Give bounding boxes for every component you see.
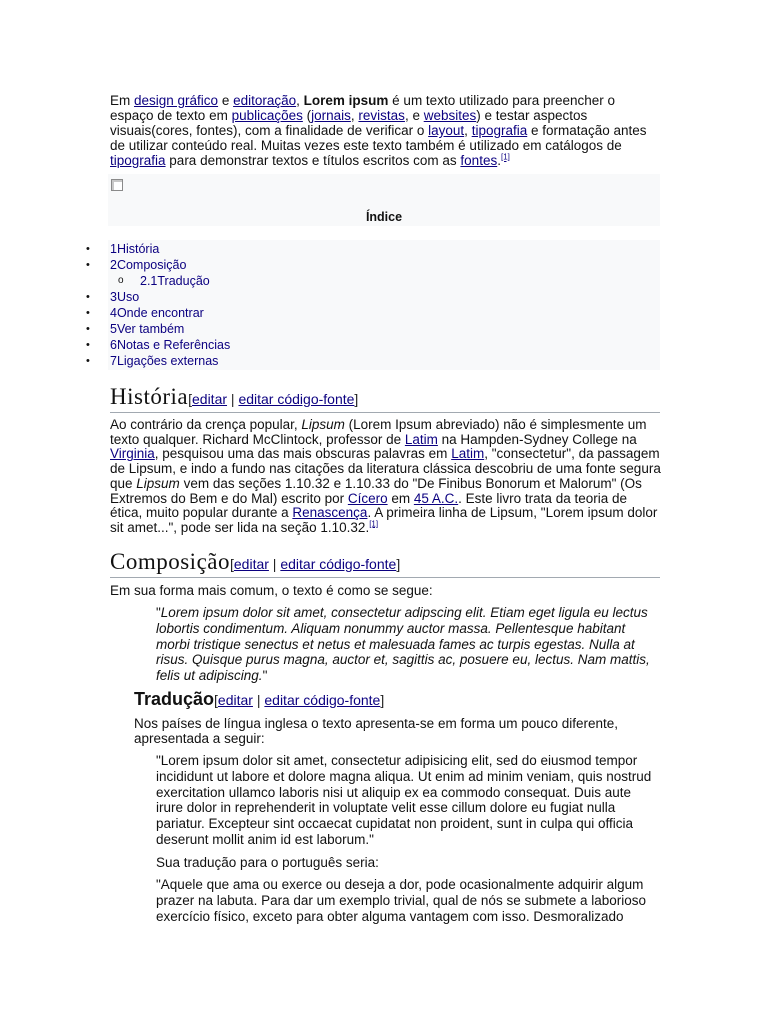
- bullet-icon: •: [86, 323, 90, 335]
- edit-section-links: [188, 391, 358, 407]
- section-heading-traducao: [134, 689, 384, 710]
- quote-mark: ": [262, 668, 268, 684]
- link-fontes[interactable]: fontes: [460, 153, 498, 168]
- heading-text: Tradução: [134, 689, 215, 709]
- edit-bracket: [: [214, 692, 218, 708]
- edit-link[interactable]: editar: [217, 692, 253, 708]
- edit-link[interactable]: editar: [192, 391, 228, 407]
- link-tipografia[interactable]: tipografia: [471, 123, 528, 138]
- toc-number: 2.1: [140, 274, 158, 288]
- link-revistas[interactable]: revistas: [358, 108, 405, 123]
- toc-item[interactable]: [0, 337, 660, 353]
- quote-text: Lorem ipsum dolor sit amet, consectetur adipscing elit. Etiam eget ligula eu lectus lobortis condimentum. Aliquam nonummy auctor massa. Pellentesque habitant morbi tristique senectus et netus et malesuada fames ac turpis egestas. Nulla at risus. Quisque purus magna, auctor et, sagittis ac, posuere eu, lectus. Nam mattis, felis ut adipiscing.: [156, 605, 650, 684]
- bullet-icon: •: [86, 307, 90, 319]
- toc-item[interactable]: [0, 305, 660, 321]
- traducao-pt-label: Sua tradução para o português seria:: [156, 855, 379, 870]
- link-latim[interactable]: Latim: [404, 431, 438, 447]
- edit-source-link[interactable]: editar código-fonte: [238, 391, 355, 407]
- body-text: , "consectetur", da passagem de Lipsum, e indo a fundo nas citações da literatura clássica descobriu de uma fonte segura que: [110, 446, 661, 491]
- toc-label[interactable]: Onde encontrar: [116, 306, 204, 320]
- toc-label[interactable]: Uso: [116, 290, 140, 304]
- link-websites[interactable]: websites: [423, 108, 477, 123]
- body-text: , pesquisou uma das mais obscuras palavras em: [154, 446, 452, 462]
- historia-paragraph: [110, 418, 662, 536]
- body-text: . A primeira linha de Lipsum, "Lorem ipsum dolor sit amet...", pode ser lida na seção 1.10.32.: [110, 505, 658, 535]
- bullet-icon: •: [86, 355, 90, 367]
- quote-mark: ": [156, 605, 161, 620]
- link-renascenca[interactable]: Renascença: [292, 505, 368, 521]
- link-tipografia-2[interactable]: tipografia: [110, 153, 166, 168]
- traducao-quote-english: "Lorem ipsum dolor sit amet, consectetur adipisicing elit, sed do eiusmod tempor incididunt ut labore et dolore magna aliqua. Ut enim ad minim veniam, quis nostrud exercitation ullamco laboris nisi ut aliquip ex ea commodo consequat. Duis aute irure dolor in reprehenderit in voluptate velit esse cillum dolore eu fugiat nulla pariatur. Excepteur sint occaecat cupidatat non proident, sunt in culpa qui officia deserunt mollit anim id est laborum.": [156, 753, 652, 847]
- link-design-grafico[interactable]: design gráfico: [134, 93, 219, 108]
- traducao-intro: Nos países de língua inglesa o texto apresenta-se em forma um pouco diferente, apresentada a seguir:: [134, 716, 619, 746]
- toc-label[interactable]: Notas e Referências: [116, 338, 231, 352]
- link-jornais[interactable]: jornais: [311, 108, 351, 123]
- intro-text: ,: [350, 108, 359, 123]
- toc-item[interactable]: [0, 257, 660, 273]
- edit-separator: |: [252, 692, 265, 708]
- toc-item[interactable]: [0, 241, 660, 257]
- edit-source-link[interactable]: editar código-fonte: [280, 556, 397, 572]
- edit-bracket: ]: [354, 391, 359, 407]
- composicao-intro: Em sua forma mais comum, o texto é como se segue:: [110, 583, 433, 598]
- toc-number: 4: [110, 306, 117, 320]
- body-text: (Lorem Ipsum abreviado) não é simplesmente um texto qualquer. Richard McClintock, professor de: [110, 417, 647, 447]
- toc-label[interactable]: Composição: [116, 258, 187, 272]
- toc-title: Índice: [365, 210, 403, 224]
- intro-text: ) e testar aspectos visuais(cores, fontes), com a finalidade de verificar o: [110, 108, 588, 138]
- section-heading-historia: [110, 385, 660, 413]
- toc-number: 2: [110, 258, 117, 272]
- link-editoracao[interactable]: editoração: [233, 93, 297, 108]
- link-latim-2[interactable]: Latim: [451, 446, 485, 462]
- intro-text: e: [218, 93, 234, 108]
- edit-source-link[interactable]: editar código-fonte: [264, 692, 381, 708]
- toc-label[interactable]: Ver também: [116, 322, 185, 336]
- bullet-icon: •: [86, 291, 90, 303]
- toc-number: 6: [110, 338, 117, 352]
- intro-text: ,: [464, 123, 472, 138]
- bullet-icon: •: [86, 259, 90, 271]
- heading-text: História: [110, 384, 189, 409]
- toc-item[interactable]: [0, 353, 660, 369]
- link-cicero[interactable]: Cícero: [347, 490, 388, 506]
- intro-paragraph: [110, 93, 662, 168]
- toc-label[interactable]: Tradução: [157, 274, 210, 288]
- section-heading-composicao: [110, 550, 660, 578]
- edit-bracket: ]: [380, 692, 385, 708]
- body-text: em: [387, 490, 414, 506]
- intro-text: para demonstrar textos e títulos escritos com as: [165, 153, 461, 168]
- intro-text: é um texto utilizado para preencher o espaço de texto em: [110, 93, 616, 123]
- toc-number: 5: [110, 322, 117, 336]
- reference-link[interactable]: [1]: [500, 152, 510, 162]
- intro-text: e formatação antes de utilizar conteúdo real. Muitas vezes este texto também é utilizado em catálogos de: [110, 123, 647, 153]
- intro-text: , e: [404, 108, 424, 123]
- intro-text: (: [302, 108, 312, 123]
- body-text: na Hampden-Sydney College na: [437, 431, 637, 447]
- edit-section-links: [214, 692, 384, 708]
- intro-text: Em: [110, 93, 135, 108]
- edit-section-links: [230, 556, 400, 572]
- edit-bracket: [: [188, 391, 192, 407]
- toc-label[interactable]: Ligações externas: [116, 354, 219, 368]
- intro-text: .: [497, 153, 501, 168]
- heading-text: Composição: [110, 549, 230, 574]
- reference-link[interactable]: [1]: [369, 519, 379, 529]
- toc-list: [0, 241, 660, 369]
- traducao-quote-portuguese: "Aquele que ama ou exerce ou deseja a dor, pode ocasionalmente adquirir algum prazer na labuta. Para dar um exemplo trivial, qual de nós se submete a laborioso exercício físico, exceto para obter alguma vantagem com isso. Desmoralizado: [156, 877, 647, 924]
- link-layout[interactable]: layout: [428, 123, 465, 138]
- toc-item[interactable]: [0, 321, 660, 337]
- composicao-quote: [156, 605, 656, 684]
- edit-link[interactable]: editar: [233, 556, 269, 572]
- edit-bracket: ]: [396, 556, 401, 572]
- body-text: . Este livro trata da teoria de ética, muito popular durante a: [110, 490, 627, 521]
- italic-term: Lipsum: [301, 417, 345, 432]
- body-text: vem das seções 1.10.32 e 1.10.33 do "De Finibus Bonorum et Malorum" (Os Extremos do Bem e do Mal) escrito por: [110, 475, 642, 506]
- link-45-ac[interactable]: 45 A.C.: [413, 490, 459, 506]
- toc-number: 7: [110, 354, 117, 368]
- intro-text: ,: [296, 93, 304, 108]
- toc-label[interactable]: História: [116, 242, 160, 256]
- toc-toggle-checkbox[interactable]: [111, 179, 123, 191]
- link-virginia[interactable]: Virginia: [110, 446, 155, 462]
- body-text: Ao contrário da crença popular,: [110, 417, 302, 432]
- bullet-icon: •: [86, 243, 90, 255]
- toc-item[interactable]: [0, 289, 660, 305]
- toc-number: 1: [110, 242, 117, 256]
- edit-bracket: [: [230, 556, 234, 572]
- edit-separator: |: [227, 391, 239, 407]
- bullet-icon: •: [86, 339, 90, 351]
- toc-subitem[interactable]: [0, 273, 660, 289]
- intro-bold-term: Lorem ipsum: [303, 93, 389, 108]
- edit-separator: |: [268, 556, 281, 572]
- toc-header-box: [108, 174, 660, 226]
- italic-term: Lipsum: [136, 475, 180, 491]
- toc-number: 3: [110, 290, 117, 304]
- link-publicacoes[interactable]: publicações: [231, 108, 303, 123]
- sub-bullet-icon: o: [118, 275, 124, 286]
